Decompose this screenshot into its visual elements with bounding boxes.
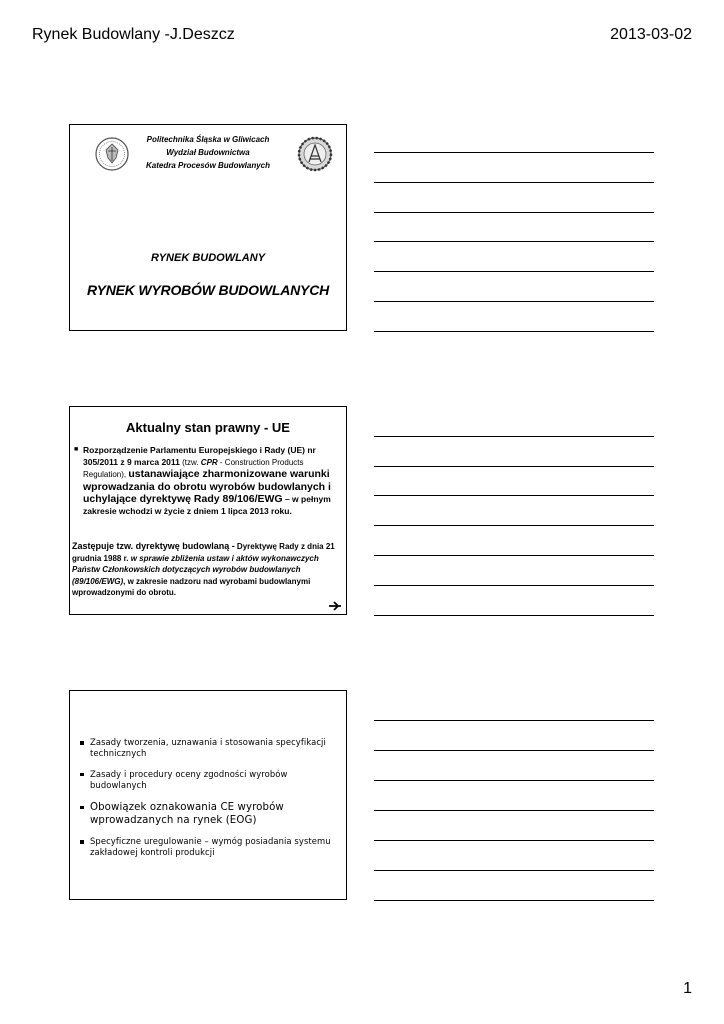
university-name: Politechnika Śląska w Gliwicach <box>146 135 270 144</box>
note-line <box>374 780 654 781</box>
effective-date-text: – w pełnym zakresie wchodzi w życie z dniem 1 lipca 2013 roku. <box>83 494 331 516</box>
note-line <box>374 152 654 153</box>
note-line <box>374 525 654 526</box>
slide-title: RYNEK WYROBÓW BUDOWLANYCH <box>86 282 330 298</box>
list-item <box>78 737 340 760</box>
replaces-text: Zastępuje tzw. dyrektywę budowlaną - <box>72 541 235 551</box>
list-item-text: Zasady i procedury oceny zgodności wyrobów budowlanych <box>90 768 288 791</box>
regulation-purpose: ustanawiające zharmonizowane warunki wprowadzania do obrotu wyrobów budowlanych i uchylające dyrektywę Rady 89/106/EWG <box>83 468 331 506</box>
slide-3 <box>69 690 347 900</box>
note-line <box>374 271 654 272</box>
course-name: RYNEK BUDOWLANY <box>150 252 266 264</box>
directive-title: w sprawie zbliżenia ustaw i aktów wykonawczych Państw Członkowskich dotyczących wyrobów budowlanych (89/106/EWG) <box>72 553 319 586</box>
note-line <box>374 900 654 901</box>
slide-title: Aktualny stan prawny - UE <box>126 420 290 435</box>
note-line <box>374 840 654 841</box>
bullet-icon <box>80 773 84 777</box>
replacement-paragraph <box>72 541 344 599</box>
slide-2 <box>69 406 347 615</box>
bullet-icon <box>80 741 84 745</box>
slide-1 <box>69 124 347 331</box>
note-line <box>374 750 654 751</box>
bullet-icon <box>80 840 84 844</box>
list-item-text: Specyficzne uregulowanie – wymóg posiadania systemu zakładowej kontroli produkcji <box>90 836 331 858</box>
note-line <box>374 466 654 467</box>
next-slide-arrow-icon <box>328 600 342 612</box>
note-line <box>374 585 654 586</box>
cpr-abbrev: CPR <box>200 457 218 467</box>
note-line <box>374 241 654 242</box>
page-number: 1 <box>683 980 692 997</box>
regulation-name: Rozporządzenie Parlamentu Europejskiego i Rady (UE) nr 305/2011 z 9 marca 2011 <box>83 445 316 467</box>
bullet-list <box>78 737 340 868</box>
note-line <box>374 331 654 332</box>
note-line <box>374 615 654 616</box>
note-line <box>374 182 654 183</box>
list-item <box>78 836 340 859</box>
note-line <box>374 555 654 556</box>
bullet-icon <box>80 806 84 810</box>
regulation-paragraph <box>83 445 345 518</box>
document-header-date: 2013-03-02 <box>610 26 692 43</box>
text-span: - Construction Products Regulation), <box>83 457 304 480</box>
list-item <box>78 801 340 827</box>
document-header-title: Rynek Budowlany -J.Deszcz <box>32 26 235 43</box>
list-item-text: Obowiązek oznakowania CE wyrobów wprowadzanych na rynek (EOG) <box>90 801 284 826</box>
list-item <box>78 769 340 792</box>
text-span: (tzw. <box>179 457 201 467</box>
department-name: Katedra Procesów Budowlanych <box>145 161 271 170</box>
note-line <box>374 212 654 213</box>
faculty-name: Wydział Budownictwa <box>166 148 250 157</box>
directive-date: Dyrektywę Rady z dnia 21 grudnia 1988 r. <box>72 542 335 563</box>
note-line <box>374 720 654 721</box>
list-item-text: Zasady tworzenia, uznawania i stosowania specyfikacji technicznych <box>90 737 326 759</box>
note-line <box>374 870 654 871</box>
note-line <box>374 495 654 496</box>
institution-block <box>70 133 346 172</box>
note-line <box>374 301 654 302</box>
note-line <box>374 810 654 811</box>
scope-text: , w zakresie nadzoru nad wyrobami budowlanymi wprowadzonymi do obrotu. <box>72 576 311 598</box>
note-line <box>374 436 654 437</box>
bullet-icon: ■ <box>74 446 79 453</box>
